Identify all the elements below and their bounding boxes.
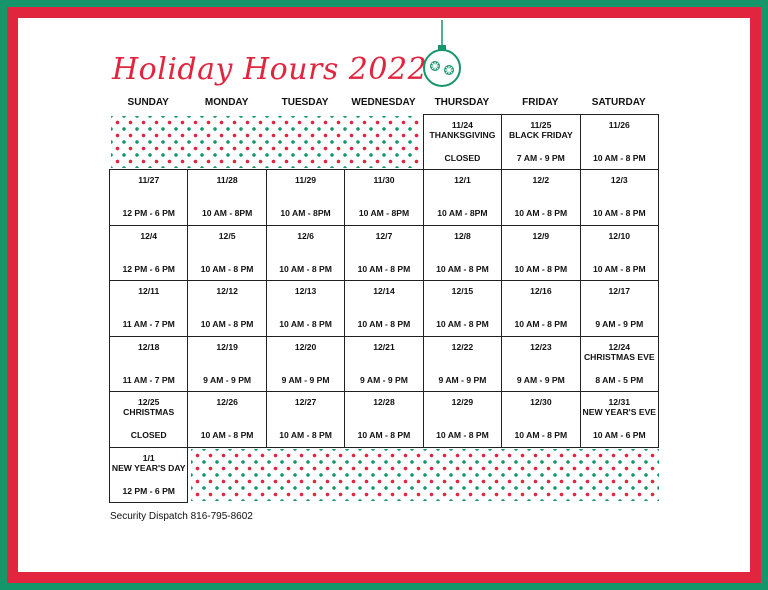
day-hours: 12 PM - 6 PM [122, 208, 175, 219]
day-holiday-label: NEW YEAR'S DAY [111, 462, 186, 473]
day-date: 11/28 [216, 175, 238, 186]
day-date: 12/24 [608, 341, 631, 352]
day-date: 12/15 [451, 286, 474, 297]
calendar-day-cell [187, 336, 266, 392]
weekday-tuesday: TUESDAY [281, 97, 329, 108]
calendar-day-cell [344, 169, 423, 225]
day-hours: 10 AM - 8 PM [279, 430, 332, 441]
day-hours: 10 AM - 8PM [280, 208, 331, 219]
calendar-day-cell [501, 225, 580, 281]
calendar-day-cell [580, 225, 659, 281]
day-hours: 10 AM - 8 PM [514, 430, 568, 441]
day-date: 11/25 [530, 120, 552, 130]
day-hours: 9 AM - 9 PM [281, 374, 330, 385]
day-holiday-label: THANKSGIVING [429, 130, 496, 140]
day-date: 12/1 [454, 175, 471, 186]
calendar-day-cell [501, 280, 580, 336]
day-hours: 10 AM - 8 PM [514, 208, 568, 219]
calendar-day-cell [187, 391, 266, 447]
day-date: 11/30 [373, 175, 395, 186]
day-date: 12/16 [530, 286, 552, 297]
calendar-day-cell [266, 169, 345, 225]
weekday-friday: FRIDAY [522, 97, 559, 108]
day-date: 12/29 [451, 397, 474, 408]
weekday-saturday: SATURDAY [591, 97, 646, 108]
day-date: 12/13 [294, 286, 317, 297]
day-date: 12/25 [137, 397, 160, 408]
day-hours: 10 AM - 8 PM [200, 430, 254, 441]
day-hours: 10 AM - 8 PM [436, 319, 489, 330]
day-date: 1/1 [142, 452, 155, 463]
day-hours: 10 AM - 8 PM [279, 263, 332, 274]
day-hours: 10 AM - 8PM [437, 208, 488, 219]
day-hours: 10 AM - 8 PM [592, 263, 646, 274]
calendar-day-cell [501, 169, 580, 225]
day-date: 12/21 [373, 341, 395, 352]
day-hours: 11 AM - 7 PM [122, 374, 175, 385]
ornament-icon [420, 20, 480, 90]
day-date: 12/31 [608, 397, 631, 408]
calendar-day-cell [109, 169, 188, 225]
day-hours: 9 AM - 9 PM [595, 319, 644, 330]
security-dispatch-phone: Security Dispatch 816-795-8602 [110, 511, 253, 522]
calendar-day-cell [580, 391, 659, 447]
day-date: 12/2 [532, 175, 550, 186]
day-hours: 10 AM - 6 PM [592, 430, 646, 441]
weekday-thursday: THURSDAY [434, 97, 490, 108]
calendar-day-cell [109, 447, 188, 503]
day-date: 12/8 [454, 230, 471, 241]
day-hours: 8 AM - 5 PM [595, 374, 644, 385]
day-hours: 10 AM - 8 PM [200, 263, 254, 274]
day-date: 12/17 [608, 286, 631, 297]
calendar-day-cell [344, 280, 423, 336]
day-date: 12/6 [297, 230, 314, 241]
page-title: Holiday Hours 2022 [112, 52, 428, 87]
calendar-day-cell [187, 280, 266, 336]
calendar-day-cell [109, 280, 188, 336]
day-date: 11/27 [138, 175, 160, 186]
day-hours: CLOSED [130, 430, 167, 441]
weekday-wednesday: WEDNESDAY [351, 97, 416, 108]
day-hours: 10 AM - 8 PM [514, 319, 568, 330]
calendar-day-cell [423, 280, 502, 336]
day-date: 11/29 [295, 175, 317, 186]
calendar-day-cell [501, 336, 580, 392]
polka-dot-pattern-bottom [191, 449, 659, 501]
weekday-header-row [109, 97, 658, 108]
day-hours: 10 AM - 8 PM [357, 319, 411, 330]
day-date: 12/18 [137, 341, 160, 352]
day-hours: 9 AM - 9 PM [203, 374, 252, 385]
calendar-day-cell [501, 114, 580, 170]
day-date: 12/7 [375, 230, 393, 241]
calendar-day-cell [580, 280, 659, 336]
calendar-day-cell [423, 114, 502, 170]
calendar-day-cell [344, 391, 423, 447]
day-date: 12/14 [373, 286, 395, 297]
day-hours: 9 AM - 9 PM [360, 374, 408, 385]
calendar-day-cell [187, 225, 266, 281]
polka-dot-pattern-top [111, 116, 421, 168]
day-date: 11/24 [451, 120, 473, 130]
day-date: 12/11 [138, 286, 160, 297]
calendar-day-cell [266, 391, 345, 447]
calendar-day-cell [187, 169, 266, 225]
day-date: 11/26 [608, 120, 630, 130]
day-holiday-label: BLACK FRIDAY [509, 130, 573, 140]
calendar-day-cell [266, 280, 345, 336]
day-hours: 10 AM - 8PM [358, 208, 410, 219]
calendar-day-cell [501, 391, 580, 447]
day-hours: 10 AM - 8 PM [357, 430, 411, 441]
day-hours: 10 AM - 8 PM [279, 319, 332, 330]
day-hours: 10 AM - 8 PM [514, 263, 568, 274]
day-holiday-label: CHRISTMAS [123, 407, 175, 418]
day-hours: 10 AM - 8 PM [592, 208, 646, 219]
day-hours: 10 AM - 8 PM [357, 263, 411, 274]
day-date: 12/28 [373, 397, 395, 408]
calendar-day-cell [344, 336, 423, 392]
day-date: 12/23 [530, 341, 552, 352]
day-hours: 10 AM - 8 PM [592, 153, 646, 163]
calendar-day-cell [109, 391, 188, 447]
day-hours: 10 AM - 8 PM [436, 430, 489, 441]
day-date: 12/9 [532, 230, 550, 241]
calendar-day-cell [109, 336, 188, 392]
day-date: 12/20 [294, 341, 317, 352]
calendar-day-cell [580, 114, 659, 170]
day-date: 12/27 [294, 397, 317, 408]
day-hours: 10 AM - 8 PM [436, 263, 489, 274]
day-date: 12/26 [216, 397, 238, 408]
calendar-day-cell [423, 391, 502, 447]
day-hours: 10 AM - 8 PM [200, 319, 254, 330]
day-date: 12/30 [530, 397, 552, 408]
day-date: 12/3 [610, 175, 628, 186]
calendar-day-cell [266, 336, 345, 392]
day-hours: CLOSED [444, 153, 481, 163]
calendar-day-cell [266, 225, 345, 281]
day-hours: 12 PM - 6 PM [122, 485, 175, 496]
calendar-day-cell [423, 169, 502, 225]
day-date: 12/5 [218, 230, 236, 241]
day-hours: 12 PM - 6 PM [122, 263, 175, 274]
day-holiday-label: CHRISTMAS EVE [583, 351, 655, 362]
day-date: 12/4 [140, 230, 158, 241]
calendar-day-cell [109, 225, 188, 281]
weekday-sunday: SUNDAY [127, 97, 169, 108]
day-hours: 9 AM - 9 PM [516, 374, 565, 385]
calendar-grid [109, 114, 658, 502]
calendar-day-cell [423, 336, 502, 392]
day-holiday-label: NEW YEAR'S EVE [582, 407, 657, 418]
calendar-day-cell [423, 225, 502, 281]
day-date: 12/22 [451, 341, 474, 352]
calendar-day-cell [344, 225, 423, 281]
weekday-monday: MONDAY [204, 97, 249, 108]
day-date: 12/10 [608, 230, 631, 241]
day-date: 12/12 [216, 286, 238, 297]
day-hours: 9 AM - 9 PM [438, 374, 487, 385]
calendar-day-cell [580, 336, 659, 392]
day-hours: 7 AM - 9 PM [516, 153, 565, 163]
calendar-day-cell [580, 169, 659, 225]
day-hours: 11 AM - 7 PM [122, 319, 175, 330]
day-hours: 10 AM - 8PM [201, 208, 253, 219]
day-date: 12/19 [216, 341, 238, 352]
